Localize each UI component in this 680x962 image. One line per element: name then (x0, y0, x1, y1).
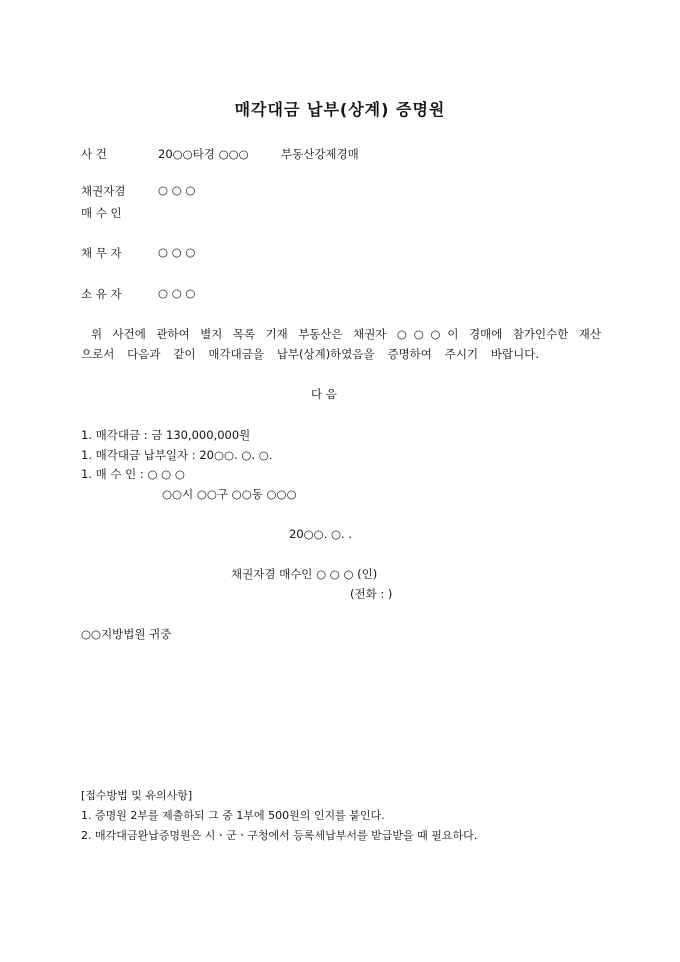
paragraph-line-2: 으로서 다음과 같이 매각대금을 납부(상계)하였음을 증명하여 주시기 바랍니다. (81, 347, 539, 361)
signer-phone: (전화 : ) (350, 587, 393, 601)
document-title: 매각대금 납부(상계) 증명원 (234, 100, 446, 119)
item-price: 1. 매각대금 : 금 130,000,000원 (81, 428, 251, 442)
case-label: 사 건 (81, 147, 107, 161)
debtor-name: ○ ○ ○ (158, 245, 196, 259)
notes-item-2: 2. 매각대금완납증명원은 시ㆍ군ㆍ구청에서 등록세납부서를 받급받을 때 필요하다. (81, 829, 478, 842)
owner-label: 소 유 자 (81, 287, 122, 301)
court-addressee: ○○지방법원 귀중 (81, 627, 172, 641)
buyer-label-line1: 채권자겸 (81, 184, 126, 198)
item-buyer: 1. 매 수 인 : ○ ○ ○ (81, 467, 185, 481)
signer-line: 채권자겸 매수인 ○ ○ ○ (인) (231, 567, 378, 581)
buyer-name: ○ ○ ○ (158, 183, 196, 197)
paragraph-line-1: 위 사건에 관하여 별지 목록 기재 부동산은 채권자 ○○○이 경매에 참가인수한 재산 (91, 327, 601, 341)
buyer-label-line2: 매 수 인 (81, 206, 122, 220)
owner-name: ○ ○ ○ (158, 286, 196, 300)
item-address: ○○시 ○○구 ○○동 ○○○ (162, 487, 297, 501)
item-payment-date: 1. 매각대금 납부일자 : 20○○. ○. ○. (81, 448, 273, 462)
notes-item-1: 1. 증명원 2부를 제출하되 그 중 1부에 500원의 인지를 붙인다. (81, 809, 385, 822)
center-heading: 다 음 (311, 387, 337, 401)
case-type: 부동산강제경매 (281, 147, 359, 161)
case-number: 20○○타경 ○○○ (158, 147, 249, 161)
notes-heading: [접수방법 및 유의사항] (81, 789, 193, 802)
debtor-label: 채 무 자 (81, 246, 122, 260)
sign-date: 20○○. ○. . (289, 527, 353, 541)
